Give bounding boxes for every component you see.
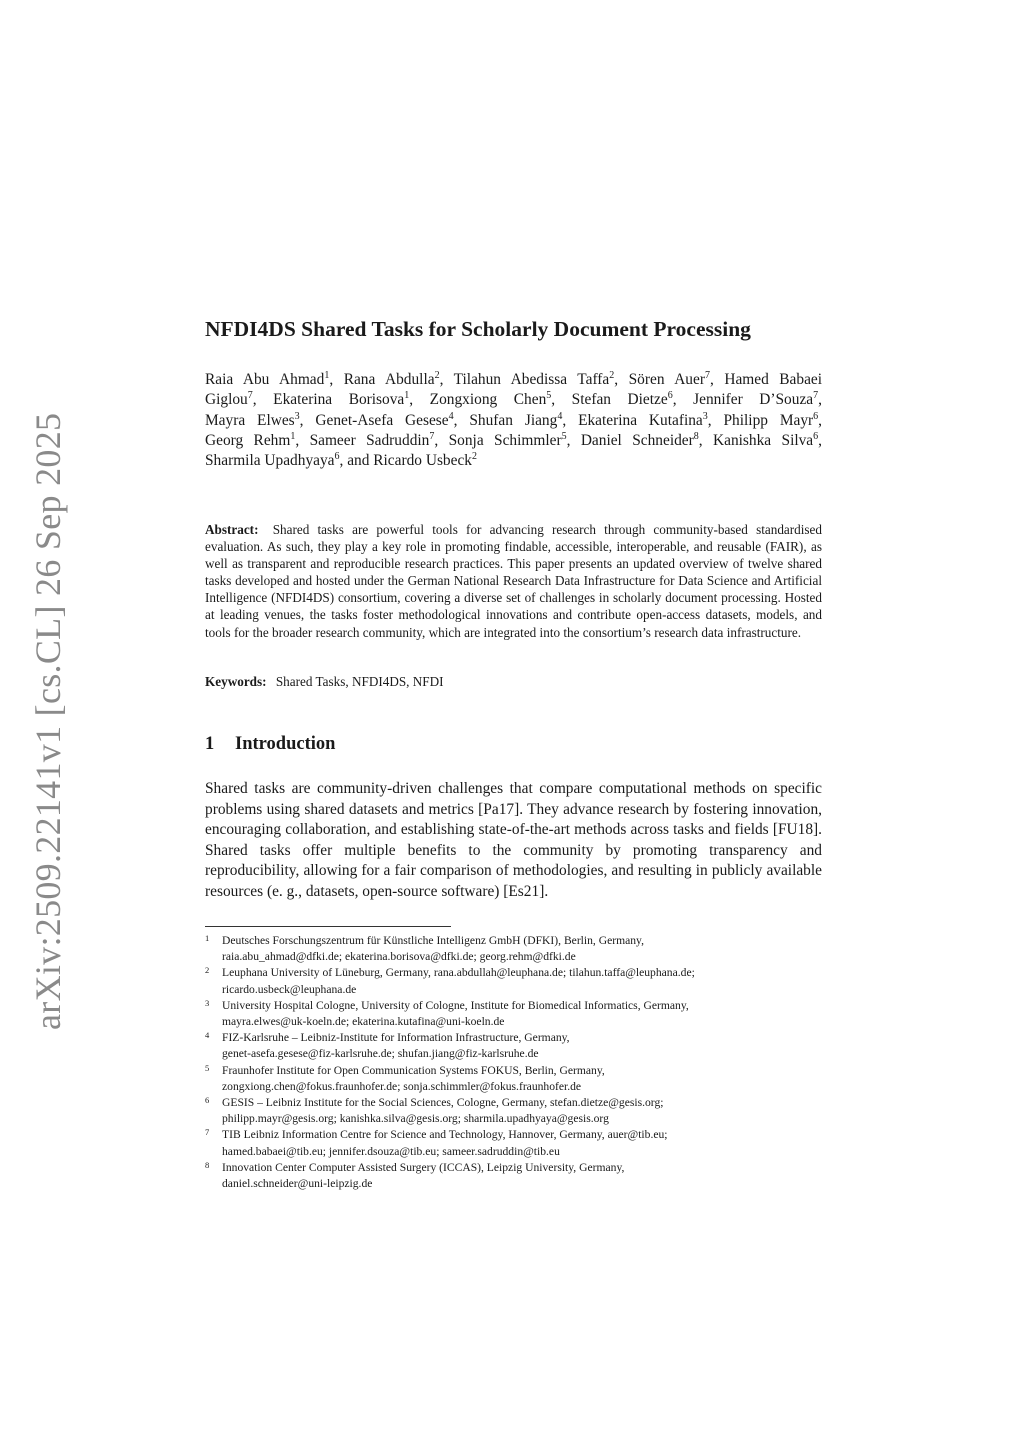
footnotes xyxy=(205,933,822,1192)
footnote xyxy=(205,1030,822,1062)
affiliation-mark: 6 xyxy=(334,451,340,463)
author-name: Ekaterina Kutafina xyxy=(578,411,703,429)
affiliation-mark: 7 xyxy=(247,390,253,402)
author-name: Raia Abu Ahmad xyxy=(205,371,325,388)
affiliation-mark: 4 xyxy=(557,410,563,422)
footnote-mark: 2 xyxy=(205,965,210,976)
footnote xyxy=(205,998,822,1030)
affiliation-mark: 6 xyxy=(813,430,819,442)
section-heading xyxy=(205,732,335,756)
footnote-line: TIB Leibniz Information Centre for Science and Technology, Hannover, Germany, auer@tib.eu; xyxy=(222,1128,668,1142)
author-name: Stefan Dietze xyxy=(571,391,668,409)
footnote-line: daniel.schneider@uni-leipzig.de xyxy=(222,1177,373,1191)
author-name: Sonja Schimmler xyxy=(448,431,562,449)
affiliation-mark: 7 xyxy=(813,390,819,402)
author-name: Hamed Babaei xyxy=(724,371,823,388)
author-line: Giglou$^7$, Ekaterina Borisova$^1$, Zongxiong Chen$^5$, Stefan Dietze$^6$, Jennifer D’Souza$^7$, xyxy=(205,390,822,409)
author-line: Mayra Elwes$^3$, Genet-Asefa Gesese$^4$, Shufan Jiang$^4$, Ekaterina Kutafina$^3$, Philipp Mayr$^6$, xyxy=(205,410,823,429)
footnote-line: philipp.mayr@gesis.org; kanishka.silva@gesis.org; sharmila.upadhyaya@gesis.org xyxy=(222,1112,609,1126)
author-name: Ricardo Usbeck xyxy=(373,452,472,470)
author-name: Ekaterina Borisova xyxy=(273,391,405,409)
footnote xyxy=(205,1095,822,1127)
footnote-line: mayra.elwes@uk-koeln.de; ekaterina.kutafina@uni-koeln.de xyxy=(222,1015,505,1029)
author-name: Rana Abdulla xyxy=(343,371,435,388)
author-line: Raia Abu Ahmad$^1$, Rana Abdulla$^2$, Tilahun Abedissa Taffa$^2$, Sören Auer$^7$, Hamed Babaei xyxy=(205,369,823,388)
footnote xyxy=(205,965,822,997)
author-name: Genet-Asefa Gesese xyxy=(315,411,449,429)
footnote-mark: 1 xyxy=(205,933,210,943)
author-name: Zongxiong Chen xyxy=(429,391,547,409)
footnote-mark: 7 xyxy=(205,1127,210,1138)
footnote-mark: 4 xyxy=(205,1030,210,1041)
keywords xyxy=(205,673,822,690)
keywords-label: Keywords: xyxy=(205,674,267,689)
affiliation-mark: 2 xyxy=(472,451,477,463)
author-name: Shufan Jiang xyxy=(469,411,558,429)
footnote-line: genet-asefa.gesese@fiz-karlsruhe.de; shufan.jiang@fiz-karlsruhe.de xyxy=(222,1047,539,1061)
affiliation-mark: 3 xyxy=(702,410,708,422)
affiliation-mark: 6 xyxy=(813,410,819,422)
footnote-mark: 8 xyxy=(205,1159,210,1170)
footnote-line: ricardo.usbeck@leuphana.de xyxy=(222,982,357,996)
affiliation-mark: 7 xyxy=(429,430,435,442)
footnote xyxy=(205,1063,822,1095)
abstract-label: Abstract: xyxy=(205,522,259,537)
footnote xyxy=(205,1160,822,1192)
footnote xyxy=(205,933,822,965)
arxiv-identifier: arXiv:2509.22141v1 [cs.CL] 26 Sep 2025 xyxy=(28,412,68,1030)
affiliation-mark: 1 xyxy=(404,390,410,402)
author-name: Tilahun Abedissa Taffa xyxy=(453,371,610,388)
footnote-line: zongxiong.chen@fokus.fraunhofer.de; sonja.schimmler@fokus.fraunhofer.de xyxy=(222,1079,582,1093)
affiliation-mark: 6 xyxy=(667,390,673,402)
section-title: Introduction xyxy=(235,734,336,754)
affiliation-mark: 4 xyxy=(448,410,454,422)
author-name: Jennifer D’Souza xyxy=(693,391,814,409)
author-name: Georg Rehm xyxy=(205,431,291,449)
keywords-text: Shared Tasks, NFDI4DS, NFDI xyxy=(275,674,444,689)
footnote-line: FIZ-Karlsruhe – Leibniz-Institute for Information Infrastructure, Germany, xyxy=(222,1031,570,1045)
author-name: Sameer Sadruddin xyxy=(309,431,430,449)
abstract-text: Shared tasks are powerful tools for advancing research through community-based standardised evaluation. As such, they play a key role in promoting findable, accessible, interoperable, and reusable (FAIR), as well as transparent and reproducible research practices. This paper presents an updated overview of twelve shared tasks developed and hosted under the German National Research Data Infrastructure for Data Science and Artificial Intelligence (NFDI4DS) consortium, covering a diverse set of challenges in scholarly document processing. Hosted at leading venues, the tasks foster methodological innovations and contribute open-access datasets, models, and tools for the broader research community, which are integrated into the consortium’s research data infrastructure. xyxy=(205,522,823,640)
footnote-line: Leuphana University of Lüneburg, Germany, rana.abdullah@leuphana.de; tilahun.taffa@leuphana.de; xyxy=(222,966,695,980)
footnote-line: Deutsches Forschungszentrum für Künstliche Intelligenz GmbH (DFKI), Berlin, Germany, xyxy=(222,934,644,947)
author-name: Giglou xyxy=(205,391,248,409)
affiliation-mark: 2 xyxy=(609,369,615,381)
footnote-rule xyxy=(205,926,451,927)
affiliation-mark: 3 xyxy=(294,410,300,422)
affiliation-mark: 7 xyxy=(704,369,710,381)
author-name: Mayra Elwes xyxy=(205,411,295,429)
author-line: Sharmila Upadhyaya$^6$, and Ricardo Usbeck$^2$ xyxy=(205,451,477,470)
section-number: 1 xyxy=(205,734,215,754)
footnote-line: hamed.babaei@tib.eu; jennifer.dsouza@tib.eu; sameer.sadruddin@tib.eu xyxy=(222,1144,560,1158)
footnote-line: GESIS – Leibniz Institute for the Social Sciences, Cologne, Germany, stefan.dietze@gesis.org; xyxy=(222,1096,664,1110)
affiliation-mark: 1 xyxy=(290,430,296,442)
author-list xyxy=(205,370,822,471)
footnote-line: Innovation Center Computer Assisted Surgery (ICCAS), Leipzig University, Germany, xyxy=(222,1160,625,1174)
affiliation-mark: 5 xyxy=(546,390,552,402)
author-line: Georg Rehm$^1$, Sameer Sadruddin$^7$, Sonja Schimmler$^5$, Daniel Schneider$^8$, Kanishka Silva$^6$, xyxy=(205,430,823,449)
abstract xyxy=(205,521,822,641)
footnote-line: University Hospital Cologne, University of Cologne, Institute for Biomedical Informatics, Germany, xyxy=(222,998,689,1012)
author-name: Sören Auer xyxy=(628,371,705,388)
footnote-mark: 3 xyxy=(205,997,210,1008)
footnote-line: raia.abu_ahmad@dfki.de; ekaterina.borisova@dfki.de; georg.rehm@dfki.de xyxy=(222,950,576,964)
affiliation-mark: 1 xyxy=(324,369,330,381)
footnote-mark: 5 xyxy=(205,1062,210,1073)
author-name: Sharmila Upadhyaya xyxy=(205,452,335,470)
affiliation-mark: 5 xyxy=(561,430,567,442)
paper-title: NFDI4DS Shared Tasks for Scholarly Document Processing xyxy=(205,317,751,341)
author-name: Kanishka Silva xyxy=(713,431,814,449)
introduction-paragraph: Shared tasks are community-driven challenges that compare computational methods on specific problems using shared datasets and metrics [Pa17]. They advance research by fostering innovation, encouraging collaboration, and establishing state-of-the-art methods across tasks and fields [FU18]. Shared tasks offer multiple benefits to the community by promoting transparency and reproducibility, allowing for a fair comparison of methodologies, and resulting in publicly available resources (e. g., datasets, open-source software) [Es21]. xyxy=(205,780,822,900)
footnote-mark: 6 xyxy=(205,1095,210,1106)
affiliation-mark: 8 xyxy=(693,430,699,442)
author-name: Philipp Mayr xyxy=(723,411,814,429)
footnote-line: Fraunhofer Institute for Open Communication Systems FOKUS, Berlin, Germany, xyxy=(222,1063,605,1077)
author-name: Daniel Schneider xyxy=(580,431,694,449)
affiliation-mark: 2 xyxy=(434,369,440,381)
footnote xyxy=(205,1127,822,1159)
